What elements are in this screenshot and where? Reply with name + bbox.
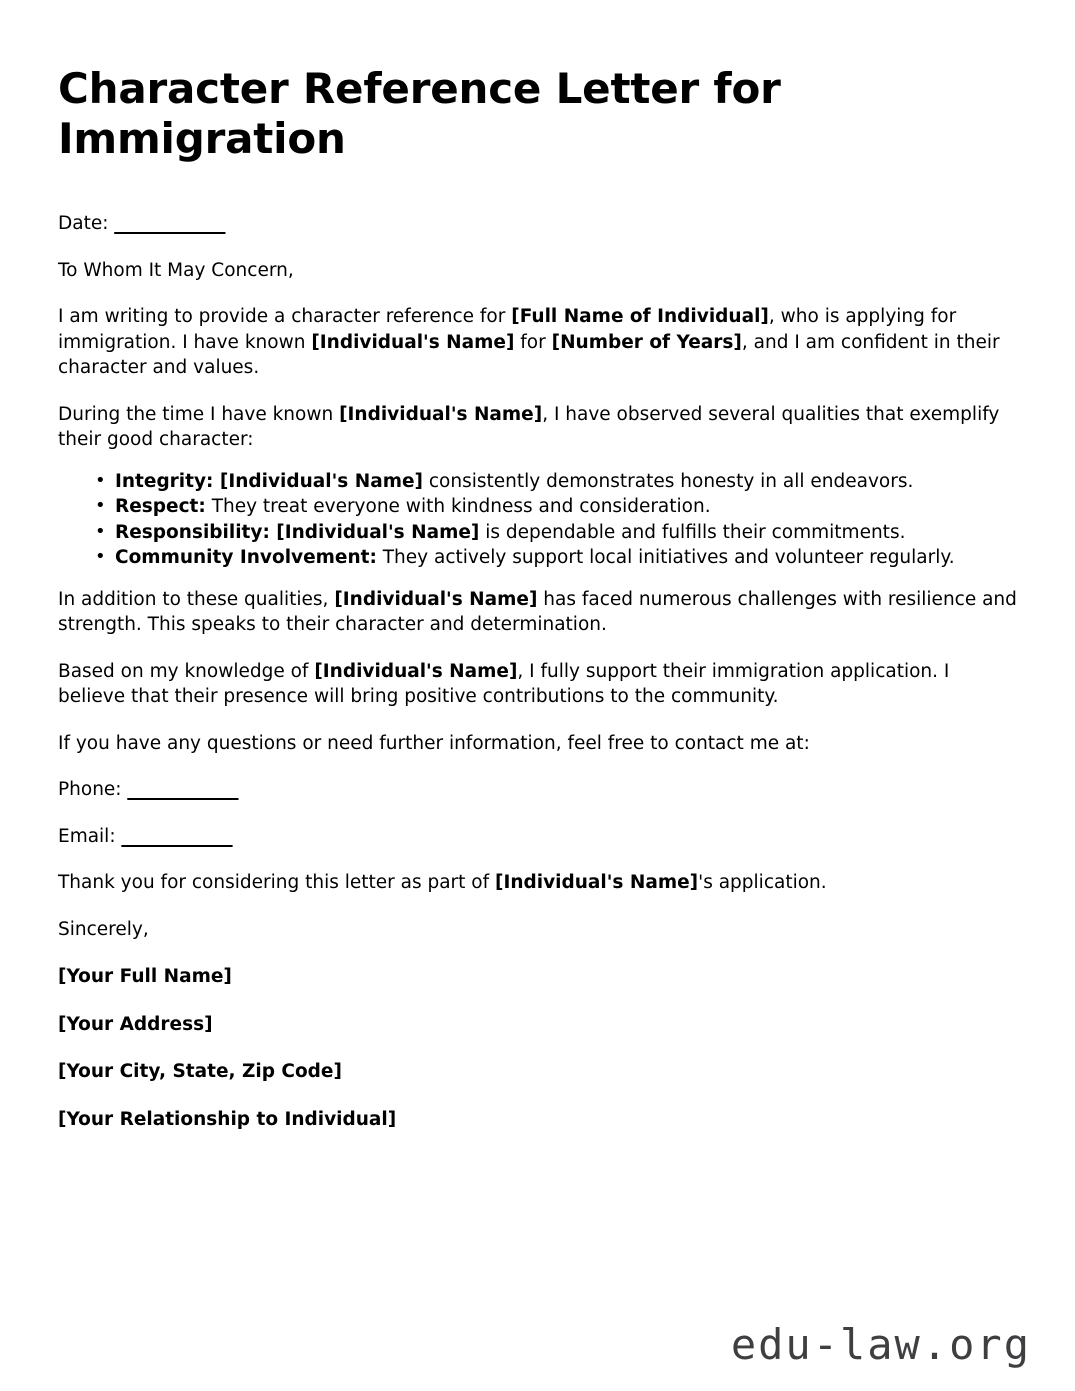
placeholder-individual-name-5: [Individual's Name] [495,872,699,894]
placeholder-individual-name-1: [Individual's Name] [311,331,515,353]
intro-text-2: , who is applying for immigration. I have known [58,306,957,353]
support-text-2: , I fully support their immigration application. I believe that their presence will bring positive contributions to the community. [58,660,950,708]
list-item [95,520,1020,546]
thanks-text-2: 's application. [698,872,827,894]
intro-text-4: , and I am confident in their character and values. [58,331,1000,379]
email-line [58,824,1020,850]
signature-relationship: [Your Relationship to Individual] [58,1108,397,1130]
contact-intro: If you have any questions or need further information, feel free to contact me at: [58,732,810,754]
closing-salutation: Sincerely, [58,918,149,940]
quality-text: consistently demonstrates honesty in all endeavors. [423,470,914,492]
phone-label: Phone: [58,779,128,801]
resilience-text-1: In addition to these qualities, [58,588,335,610]
resilience-paragraph [58,587,1020,638]
qualities-intro-text-1: During the time I have known [58,403,340,425]
quality-label: Respect: [115,496,206,518]
quality-text: They treat everyone with kindness and consideration. [205,496,711,518]
thanks-text-1: Thank you for considering this letter as part of [58,872,496,894]
list-item [95,469,1020,495]
placeholder-number-of-years: [Number of Years] [551,331,742,353]
quality-label: Community Involvement: [115,547,377,569]
qualities-list [58,469,1020,571]
list-item [95,545,1020,571]
signature-address: [Your Address] [58,1013,213,1035]
signature-city-state-zip: [Your City, State, Zip Code] [58,1061,342,1083]
support-paragraph [58,659,1020,710]
quality-text: They actively support local initiatives and volunteer regularly. [376,547,955,569]
placeholder-individual-name-3: [Individual's Name] [334,588,538,610]
resilience-text-2: has faced numerous challenges with resilience and strength. This speaks to their character and determination. [58,588,1017,636]
intro-text-3: for [514,331,552,353]
intro-text-1: I am writing to provide a character reference for [58,306,512,328]
email-label: Email: [58,825,122,847]
support-text-1: Based on my knowledge of [58,660,315,682]
quality-label: Responsibility: [Individual's Name] [115,521,480,543]
placeholder-individual-name-4: [Individual's Name] [314,660,518,682]
signature-full-name: [Your Full Name] [58,966,232,988]
date-blank[interactable]: ____________ [114,213,226,235]
intro-paragraph [58,304,1020,381]
site-watermark: edu-law.org [730,1320,1031,1369]
qualities-intro-text-2: , I have observed several qualities that exemplify their good character: [58,403,1000,451]
qualities-intro-paragraph [58,402,1020,453]
salutation: To Whom It May Concern, [58,259,294,281]
thanks-paragraph [58,870,1020,896]
quality-text: is dependable and fulfills their commitments. [479,521,906,543]
phone-blank[interactable]: ____________ [127,779,239,801]
phone-line [58,777,1020,803]
date-label: Date: [58,213,115,235]
placeholder-full-name: [Full Name of Individual] [511,306,769,328]
quality-label: Integrity: [Individual's Name] [115,470,423,492]
page-title: Character Reference Letter for Immigration [58,64,781,163]
email-blank[interactable]: ____________ [121,825,233,847]
placeholder-individual-name-2: [Individual's Name] [339,403,543,425]
date-line [58,211,1020,237]
list-item [95,494,1020,520]
